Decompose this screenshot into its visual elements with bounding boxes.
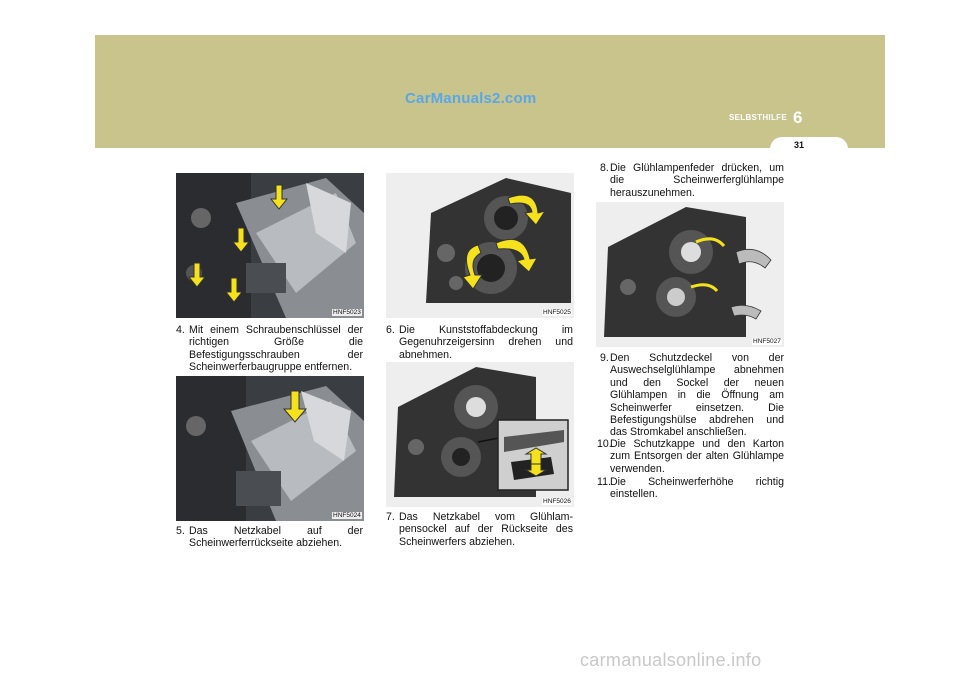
photo-bulb-removal [596, 202, 784, 347]
step-6-text: Die Kunststoffabdeckung im Gegenuhrzeigersinn drehen und abnehmen. [399, 324, 573, 361]
photo-headlight-bolts [176, 173, 364, 318]
image-code: HNF5023 [333, 309, 361, 316]
image-code: HNF5024 [333, 512, 361, 519]
step-5: 5. Das Netzkabel auf der Scheinwerferrückseite abziehen. [176, 525, 363, 550]
image-code: HNF5027 [753, 338, 781, 345]
step-9-text: Den Schutzdeckel von der Auswechselglühlampe abnehmen und den Sockel der neuen Glühlampen in die Öffnung am Scheinwerfer einsetzen. Die Befestigungshülse abdrehen und das Stromkabel anschließen. [610, 352, 784, 439]
step-8-text: Die Glühlampenfeder drücken, um die Scheinwerferglühlampe herauszunehmen. [610, 162, 784, 199]
step-11-text: Die Scheinwerferhöhe richtig einstellen. [610, 476, 784, 501]
photo-bulb-connector [386, 362, 574, 507]
step-4-text: Mit einem Schraubenschlüssel der richtigen Größe die Befestigungsschrauben der Scheinwerferbaugruppe entfernen. [189, 324, 363, 374]
footer-watermark: carmanualsonline.info [580, 650, 762, 670]
image-code: HNF5026 [543, 498, 571, 505]
page-number: 31 [794, 140, 805, 150]
step-5-text: Das Netzkabel auf der Scheinwerferrückseite abziehen. [189, 525, 363, 550]
page-number-tab [770, 137, 848, 159]
image-code: HNF5025 [543, 309, 571, 316]
step-10: 10. Die Schutzkappe und den Karton zum Entsorgen der alten Glühlampe verwenden. [597, 438, 784, 475]
step-7: 7. Das Netzkabel vom Glühlam-pensockel auf der Rückseite des Scheinwerfers abziehen. [386, 511, 573, 548]
step-7-text: Das Netzkabel vom Glühlam-pensockel auf der Rückseite des Scheinwerfers abziehen. [399, 511, 573, 548]
chapter-number: 6 [793, 108, 803, 127]
step-11: 11. Die Scheinwerferhöhe richtig einstellen. [597, 476, 784, 501]
photo-headlight-connector [176, 376, 364, 521]
step-9: 9. Den Schutzdeckel von der Auswechselglühlampe abnehmen und den Sockel der neuen Glühlampen in die Öffnung am Scheinwerfer einsetzen. Die Befestigungshülse abdrehen und das Stromkabel anschließen. [597, 352, 784, 439]
section-title: SELBSTHILFE [729, 113, 787, 122]
step-8: 8. Die Glühlampenfeder drücken, um die Scheinwerferglühlampe herauszunehmen. [597, 162, 784, 199]
photo-cover-rotate [386, 173, 574, 318]
step-10-text: Die Schutzkappe und den Karton zum Entsorgen der alten Glühlampe verwenden. [610, 438, 784, 475]
step-4: 4. Mit einem Schraubenschlüssel der richtigen Größe die Befestigungsschrauben der Scheinwerferbaugruppe entfernen. [176, 324, 363, 374]
step-6: 6. Die Kunststoffabdeckung im Gegenuhrzeigersinn drehen und abnehmen. [386, 324, 573, 361]
watermark-link[interactable]: CarManuals2.com [405, 90, 537, 107]
